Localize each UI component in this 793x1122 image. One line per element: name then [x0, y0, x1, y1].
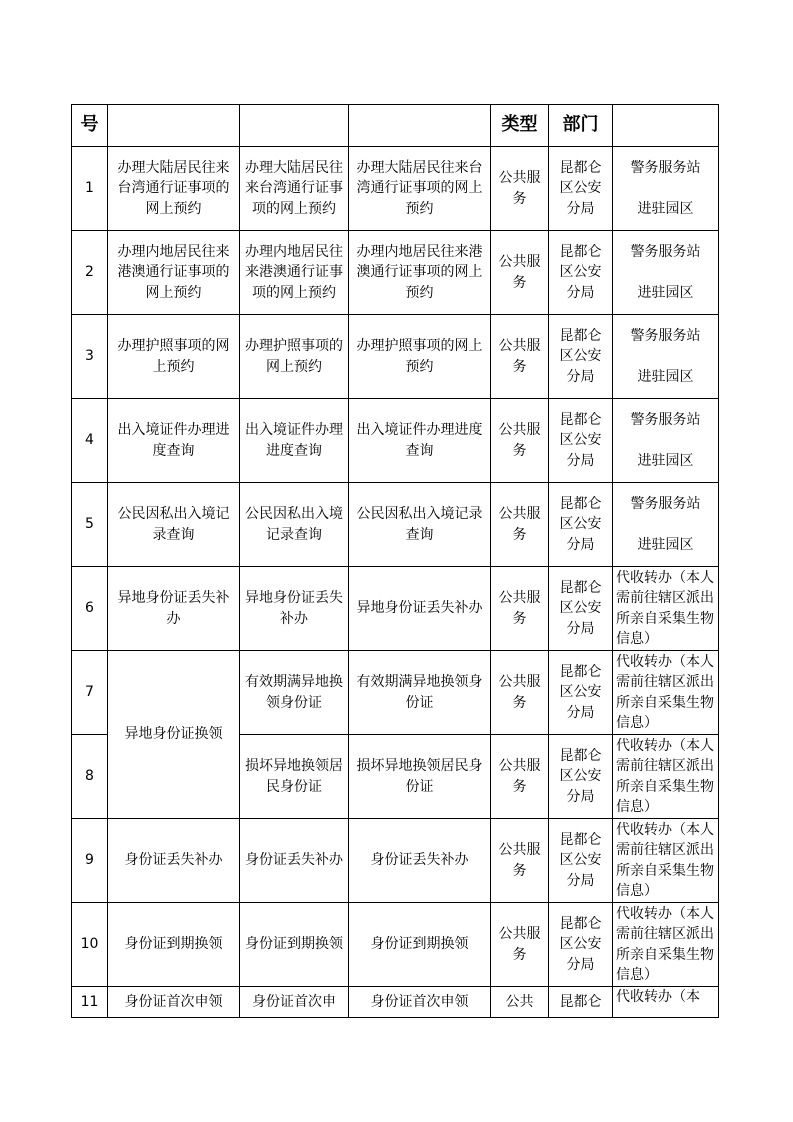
department: 昆都仑区公安分局	[549, 147, 613, 231]
item-name: 办理大陆居民往来台湾通行证事项的网上预约	[108, 147, 240, 231]
handling-method: 代收转办（本人需前往辖区派出所亲自采集生物信息）	[613, 735, 719, 819]
table-row	[72, 231, 719, 315]
method-line-2: 进驻园区	[637, 285, 694, 301]
handling-method	[613, 231, 719, 315]
row-number: 7	[72, 651, 108, 735]
method-line-1: 警务服务站	[630, 411, 701, 428]
department: 昆都仑区公安分局	[549, 231, 613, 315]
table-row	[72, 399, 719, 483]
item-content: 有效期满异地换领身份证	[349, 651, 491, 735]
service-type: 公共服务	[491, 147, 549, 231]
service-type: 公共服务	[491, 483, 549, 567]
row-number: 5	[72, 483, 108, 567]
header-type: 类型	[491, 105, 549, 147]
row-number: 11	[72, 987, 108, 1018]
table-header-row	[72, 105, 719, 147]
item-content: 出入境证件办理进度查询	[349, 399, 491, 483]
header-method	[613, 105, 719, 147]
department: 昆都仑区公安分局	[549, 567, 613, 651]
service-type: 公共服务	[491, 567, 549, 651]
service-items-table	[71, 104, 719, 1018]
item-content: 身份证首次申领	[349, 987, 491, 1018]
header-content	[349, 105, 491, 147]
sub-item-name: 办理护照事项的网上预约	[240, 315, 349, 399]
item-name: 办理护照事项的网上预约	[108, 315, 240, 399]
row-number: 2	[72, 231, 108, 315]
table-row	[72, 483, 719, 567]
item-name: 身份证首次申领	[108, 987, 240, 1018]
table-row	[72, 819, 719, 903]
department: 昆都仑区公安分局	[549, 903, 613, 987]
handling-method	[613, 399, 719, 483]
item-name: 办理内地居民往来港澳通行证事项的网上预约	[108, 231, 240, 315]
sub-item-name: 损坏异地换领居民身份证	[240, 735, 349, 819]
department: 昆都仑区公安分局	[549, 399, 613, 483]
row-number: 9	[72, 819, 108, 903]
header-item-name	[108, 105, 240, 147]
service-type: 公共服务	[491, 903, 549, 987]
sub-item-name: 办理内地居民往来港澳通行证事项的网上预约	[240, 231, 349, 315]
handling-method: 代收转办（本	[613, 987, 719, 1018]
table-row	[72, 987, 719, 1018]
method-line-2: 进驻园区	[637, 453, 694, 469]
service-type: 公共	[491, 987, 549, 1018]
department: 昆都仑	[549, 987, 613, 1018]
handling-method: 代收转办（本人需前往辖区派出所亲自采集生物信息）	[613, 819, 719, 903]
table-row	[72, 315, 719, 399]
method-line-2: 进驻园区	[637, 537, 694, 553]
sub-item-name: 有效期满异地换领身份证	[240, 651, 349, 735]
method-line-1: 警务服务站	[630, 243, 701, 260]
item-content: 办理大陆居民往来台湾通行证事项的网上预约	[349, 147, 491, 231]
sub-item-name: 身份证丢失补办	[240, 819, 349, 903]
item-name: 异地身份证丢失补办	[108, 567, 240, 651]
department: 昆都仑区公安分局	[549, 315, 613, 399]
item-content: 身份证到期换领	[349, 903, 491, 987]
method-line-1: 警务服务站	[630, 495, 701, 512]
service-type: 公共服务	[491, 819, 549, 903]
item-content: 公民因私出入境记录查询	[349, 483, 491, 567]
method-line-2: 进驻园区	[637, 201, 694, 217]
sub-item-name: 身份证首次申	[240, 987, 349, 1018]
row-number: 1	[72, 147, 108, 231]
handling-method: 代收转办（本人需前往辖区派出所亲自采集生物信息）	[613, 651, 719, 735]
department: 昆都仑区公安分局	[549, 819, 613, 903]
sub-item-name: 出入境证件办理进度查询	[240, 399, 349, 483]
item-content: 异地身份证丢失补办	[349, 567, 491, 651]
sub-item-name: 异地身份证丢失补办	[240, 567, 349, 651]
row-number: 10	[72, 903, 108, 987]
item-name: 异地身份证换领	[108, 651, 240, 819]
header-sub-item	[240, 105, 349, 147]
handling-method: 代收转办（本人需前往辖区派出所亲自采集生物信息）	[613, 567, 719, 651]
item-name: 身份证丢失补办	[108, 819, 240, 903]
handling-method: 代收转办（本人需前往辖区派出所亲自采集生物信息）	[613, 903, 719, 987]
method-line-1: 警务服务站	[630, 327, 701, 344]
handling-method	[613, 147, 719, 231]
item-name: 公民因私出入境记录查询	[108, 483, 240, 567]
handling-method	[613, 483, 719, 567]
item-content: 身份证丢失补办	[349, 819, 491, 903]
service-type: 公共服务	[491, 651, 549, 735]
sub-item-name: 身份证到期换领	[240, 903, 349, 987]
item-content: 办理护照事项的网上预约	[349, 315, 491, 399]
method-line-1: 警务服务站	[630, 159, 701, 176]
service-type: 公共服务	[491, 735, 549, 819]
service-type: 公共服务	[491, 231, 549, 315]
item-content: 损坏异地换领居民身份证	[349, 735, 491, 819]
header-number: 号	[72, 105, 108, 147]
item-content: 办理内地居民往来港澳通行证事项的网上预约	[349, 231, 491, 315]
department: 昆都仑区公安分局	[549, 735, 613, 819]
row-number: 3	[72, 315, 108, 399]
department: 昆都仑区公安分局	[549, 483, 613, 567]
handling-method	[613, 315, 719, 399]
sub-item-name: 公民因私出入境记录查询	[240, 483, 349, 567]
sub-item-name: 办理大陆居民往来台湾通行证事项的网上预约	[240, 147, 349, 231]
service-type: 公共服务	[491, 315, 549, 399]
item-name: 身份证到期换领	[108, 903, 240, 987]
department: 昆都仑区公安分局	[549, 651, 613, 735]
method-line-2: 进驻园区	[637, 369, 694, 385]
row-number: 4	[72, 399, 108, 483]
header-department: 部门	[549, 105, 613, 147]
item-name: 出入境证件办理进度查询	[108, 399, 240, 483]
table-row	[72, 651, 719, 735]
table-row	[72, 147, 719, 231]
service-type: 公共服务	[491, 399, 549, 483]
table-row	[72, 567, 719, 651]
table-row	[72, 903, 719, 987]
row-number: 8	[72, 735, 108, 819]
row-number: 6	[72, 567, 108, 651]
